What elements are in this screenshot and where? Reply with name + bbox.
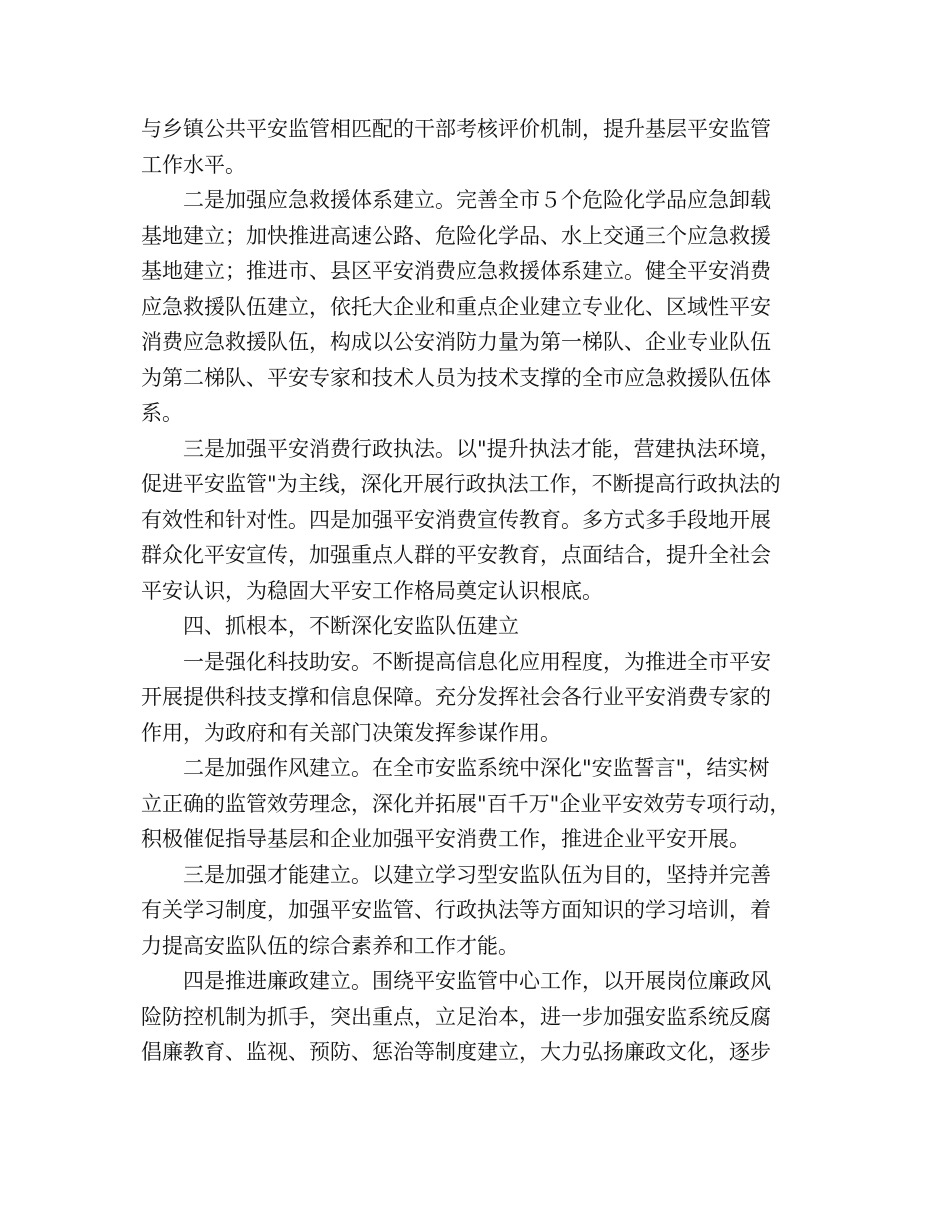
text-line: 险防控机制为抓手，突出重点，立足治本，进一步加强安监系统反腐 (141, 1004, 771, 1029)
text-line: 有关学习制度，加强平安监管、行政执法等方面知识的学习培训，着 (141, 898, 771, 922)
paragraph-start: 一是强化科技助安。不断提高信息化应用程度，为推进全市平安 (183, 649, 771, 674)
text-line: 有效性和针对性。四是加强平安消费宣传教育。多方式多手段地开展 (141, 507, 771, 532)
text-line: 群众化平安宣传，加强重点人群的平安教育，点面结合，提升全社会 (141, 543, 771, 567)
text-line: 倡廉教育、监视、预防、惩治等制度建立，大力弘扬廉政文化，逐步 (141, 1040, 771, 1064)
text-line: 平安认识，为稳固大平安工作格局奠定认识根底。 (141, 578, 603, 603)
text-line: 基地建立；推进市、县区平安消费应急救援体系建立。健全平安消费 (141, 259, 771, 283)
text-line: 与乡镇公共平安监管相匹配的干部考核评价机制，提升基层平安监管 (141, 117, 771, 141)
text-line: 开展提供科技支撑和信息保障。充分发挥社会各行业平安消费专家的 (141, 685, 771, 709)
text-line: 为第二梯队、平安专家和技术人员为技术支撑的全市应急救援队伍体 (141, 365, 771, 390)
paragraph-start: 四是推进廉政建立。围绕平安监管中心工作，以开展岗位廉政风 (183, 969, 771, 993)
text-line: 力提高安监队伍的综合素养和工作才能。 (141, 933, 519, 958)
text-line: 积极催促指导基层和企业加强平安消费工作，推进企业平安开展。 (141, 827, 750, 851)
text-line: 立正确的监管效劳理念，深化并拓展"百千万"企业平安效劳专项行动， (141, 791, 791, 816)
paragraph-start: 二是加强应急救援体系建立。完善全市５个危险化学品应急卸载 (183, 188, 771, 212)
text-line: 促进平安监管"为主线，深化开展行政执法工作，不断提高行政执法的 (141, 472, 781, 496)
text-line: 系。 (141, 401, 183, 425)
text-line: 应急救援队伍建立，依托大企业和重点企业建立专业化、区域性平安 (141, 294, 771, 319)
section-heading: 四、抓根本，不断深化安监队伍建立 (183, 614, 519, 638)
document-body (141, 112, 831, 1071)
paragraph-start: 二是加强作风建立。在全市安监系统中深化"安监誓言"，结实树 (183, 756, 770, 780)
paragraph-start: 三是加强才能建立。以建立学习型安监队伍为目的，坚持并完善 (183, 862, 771, 887)
text-line: 作用，为政府和有关部门决策发挥参谋作用。 (141, 720, 561, 745)
paragraph-start: 三是加强平安消费行政执法。以"提升执法才能，营建执法环境， (183, 436, 781, 461)
text-line: 消费应急救援队伍，构成以公安消防力量为第一梯队、企业专业队伍 (141, 330, 771, 354)
text-line: 工作水平。 (141, 152, 246, 177)
text-line: 基地建立；加快推进高速公路、危险化学品、水上交通三个应急救援 (141, 223, 771, 248)
